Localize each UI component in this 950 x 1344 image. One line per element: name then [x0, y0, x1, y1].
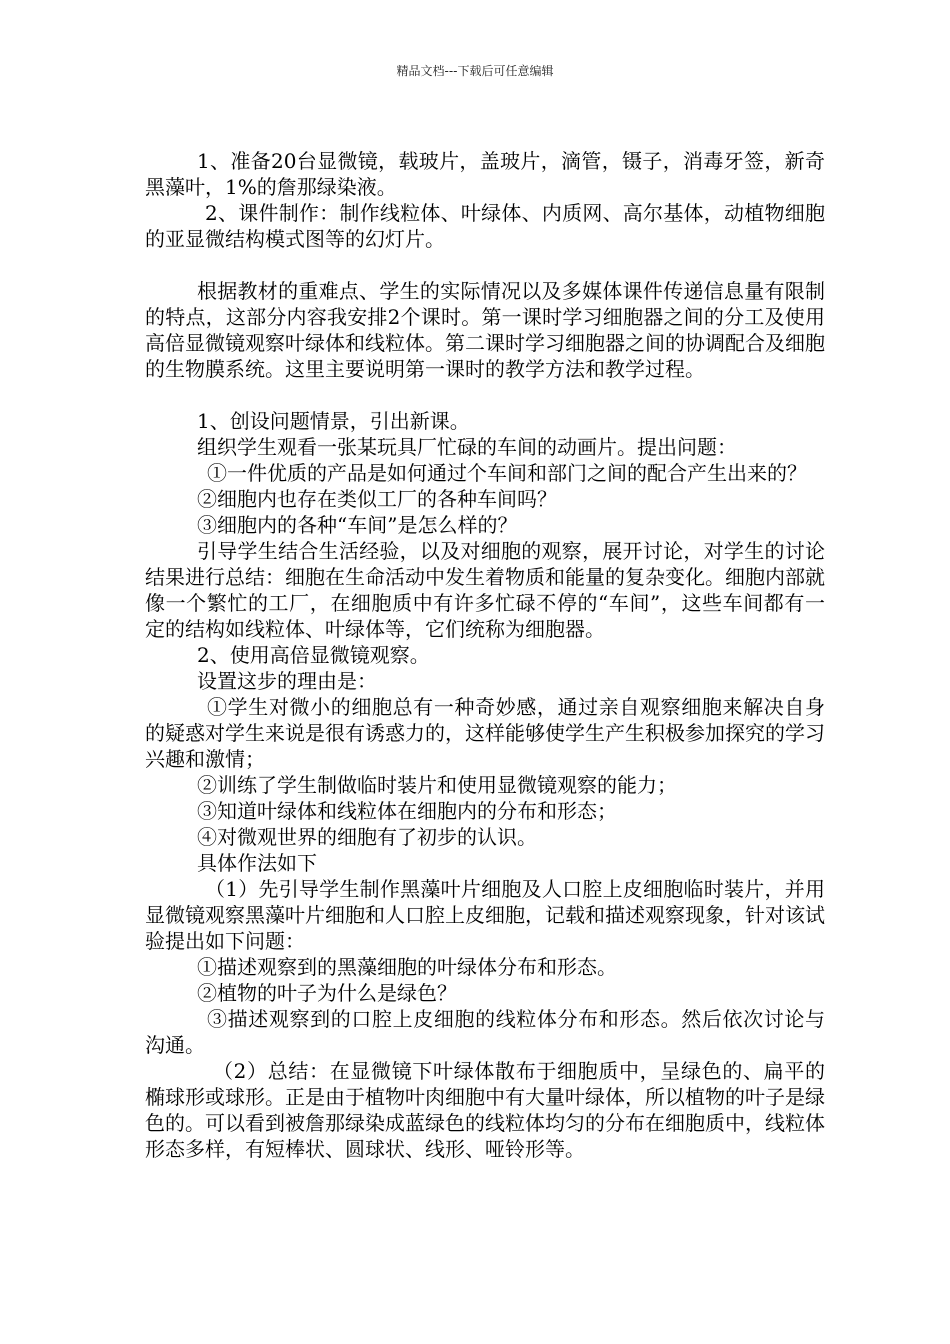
document-body [145, 148, 825, 1162]
paragraph-method-question-3: ③描述观察到的口腔上皮细胞的线粒体分布和形态。然后依次讨论与沟通。 [145, 1007, 825, 1057]
paragraph-spacer [145, 252, 825, 278]
paragraph-lesson-plan: 根据教材的重难点、学生的实际情况以及多媒体课件传递信息量有限制的特点，这部分内容我安排2个课时。第一课时学习细胞器之间的分工及使用高倍显微镜观察叶绿体和线粒体。第二课时学习细胞器之间的协调配合及细胞的生物膜系统。这里主要说明第一课时的教学方法和教学过程。 [145, 279, 825, 381]
paragraph-method-question-1: ①描述观察到的黑藻细胞的叶绿体分布和形态。 [197, 955, 617, 979]
paragraph-prep-materials: 1、准备20台显微镜，载玻片，盖玻片，滴管，镊子，消毒牙签，新奇黑藻叶，1%的詹那绿染液。 [145, 149, 825, 199]
paragraph-reason-2: ②训练了学生制做临时装片和使用显微镜观察的能力； [197, 773, 677, 797]
paragraph-reason-3: ③知道叶绿体和线粒体在细胞内的分布和形态； [197, 799, 617, 823]
paragraph-step-2-heading: 2、使用高倍显微镜观察。 [197, 643, 430, 667]
paragraph-question-1: ①一件优质的产品是如何通过个车间和部门之间的配合产生出来的？ [207, 461, 807, 485]
paragraph-reason-1: ①学生对微小的细胞总有一种奇妙感，通过亲自观察细胞来解决自身的疑惑对学生来说是很有诱惑力的，这样能够使学生产生积极参加探究的学习兴趣和激情； [145, 695, 825, 771]
paragraph-step-1-heading: 1、创设问题情景，引出新课。 [197, 409, 470, 433]
paragraph-animation: 组织学生观看一张某玩具厂忙碌的车间的动画片。提出问题： [197, 435, 737, 459]
paragraph-method-1: （1）先引导学生制作黑藻叶片细胞及人口腔上皮细胞临时装片，并用显微镜观察黑藻叶片细胞和人口腔上皮细胞，记载和描述观察现象，针对该试验提出如下问题： [145, 877, 825, 953]
paragraph-summary: （2）总结：在显微镜下叶绿体散布于细胞质中，呈绿色的、扁平的椭球形或球形。正是由于植物叶肉细胞中有大量叶绿体，所以植物的叶子是绿色的。可以看到被詹那绿染成蓝绿色的线粒体均匀的分布在细胞质中，线粒体形态多样，有短棒状、圆球状、线形、哑铃形等。 [145, 1059, 825, 1161]
paragraph-question-2: ②细胞内也存在类似工厂的各种车间吗？ [197, 487, 557, 511]
paragraph-spacer [145, 382, 825, 408]
page-header: 精品文档---下载后可任意编辑 [396, 64, 554, 78]
paragraph-method-question-2: ②植物的叶子为什么是绿色？ [197, 981, 457, 1005]
paragraph-reasons-heading: 设置这步的理由是： [197, 669, 377, 693]
paragraph-discussion-summary: 引导学生结合生活经验，以及对细胞的观察，展开讨论，对学生的讨论结果进行总结：细胞在生命活动中发生着物质和能量的复杂变化。细胞内部就像一个繁忙的工厂，在细胞质中有许多忙碌不停的“车间”，这些车间都有一定的结构如线粒体、叶绿体等，它们统称为细胞器。 [145, 539, 825, 641]
paragraph-reason-4: ④对微观世界的细胞有了初步的认识。 [197, 825, 537, 849]
paragraph-courseware: 2、课件制作：制作线粒体、叶绿体、内质网、高尔基体，动植物细胞的亚显微结构模式图等的幻灯片。 [145, 201, 825, 251]
paragraph-question-3: ③细胞内的各种“车间”是怎么样的？ [197, 513, 518, 537]
paragraph-method-heading: 具体作法如下 [197, 851, 317, 875]
